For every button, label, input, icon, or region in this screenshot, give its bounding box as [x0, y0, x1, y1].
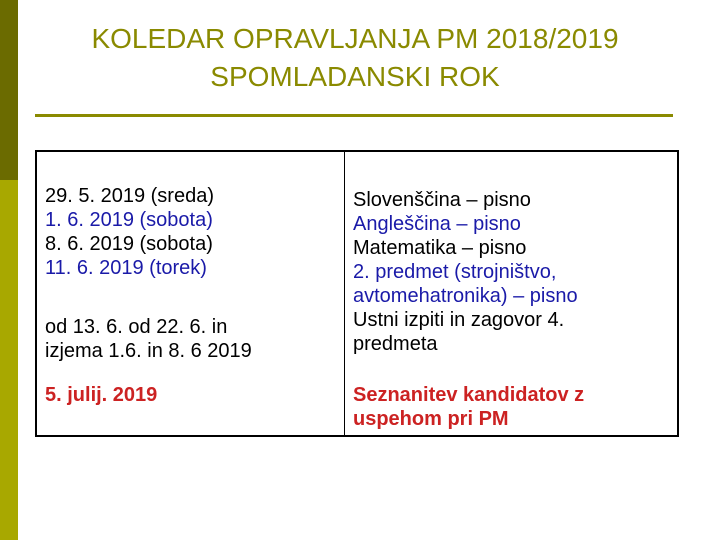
date-line: 1. 6. 2019 (sobota): [45, 209, 213, 231]
date-line: 8. 6. 2019 (sobota): [45, 233, 213, 255]
subject-line: predmeta: [353, 333, 438, 355]
subject-line: Slovenščina – pisno: [353, 189, 531, 211]
exam-schedule-table: [35, 150, 679, 437]
subject-line: Matematika – pisno: [353, 237, 527, 259]
subject-line: Seznanitev kandidatov z: [353, 384, 585, 406]
dates-cell: [36, 280, 345, 363]
table-row: [36, 363, 678, 436]
subject-line: uspehom pri PM: [353, 408, 509, 430]
title-line-2: SPOMLADANSKI ROK: [210, 61, 500, 92]
subject-line: Angleščina – pisno: [353, 213, 521, 235]
page-title: [30, 20, 680, 96]
title-divider: [35, 114, 673, 117]
date-line: od 13. 6. od 22. 6. in: [45, 316, 228, 338]
sidebar-stripe-light: [0, 180, 18, 540]
date-line: 11. 6. 2019 (torek): [45, 257, 207, 279]
date-line: 29. 5. 2019 (sreda): [45, 185, 214, 207]
subjects-cell: [345, 363, 679, 436]
sidebar-stripe-dark: [0, 0, 18, 180]
subject-line: avtomehatronika) – pisno: [353, 285, 578, 307]
date-line: 5. julij. 2019: [45, 384, 158, 406]
table-row: [36, 151, 678, 280]
subject-line: 2. predmet (strojništvo,: [353, 261, 557, 283]
dates-cell: [36, 363, 345, 436]
date-line: izjema 1.6. in 8. 6 2019: [45, 340, 252, 362]
title-line-1: KOLEDAR OPRAVLJANJA PM 2018/2019: [91, 23, 619, 54]
subject-line: Ustni izpiti in zagovor 4.: [353, 309, 565, 331]
subjects-cell: [345, 151, 679, 363]
dates-cell: [36, 151, 345, 280]
